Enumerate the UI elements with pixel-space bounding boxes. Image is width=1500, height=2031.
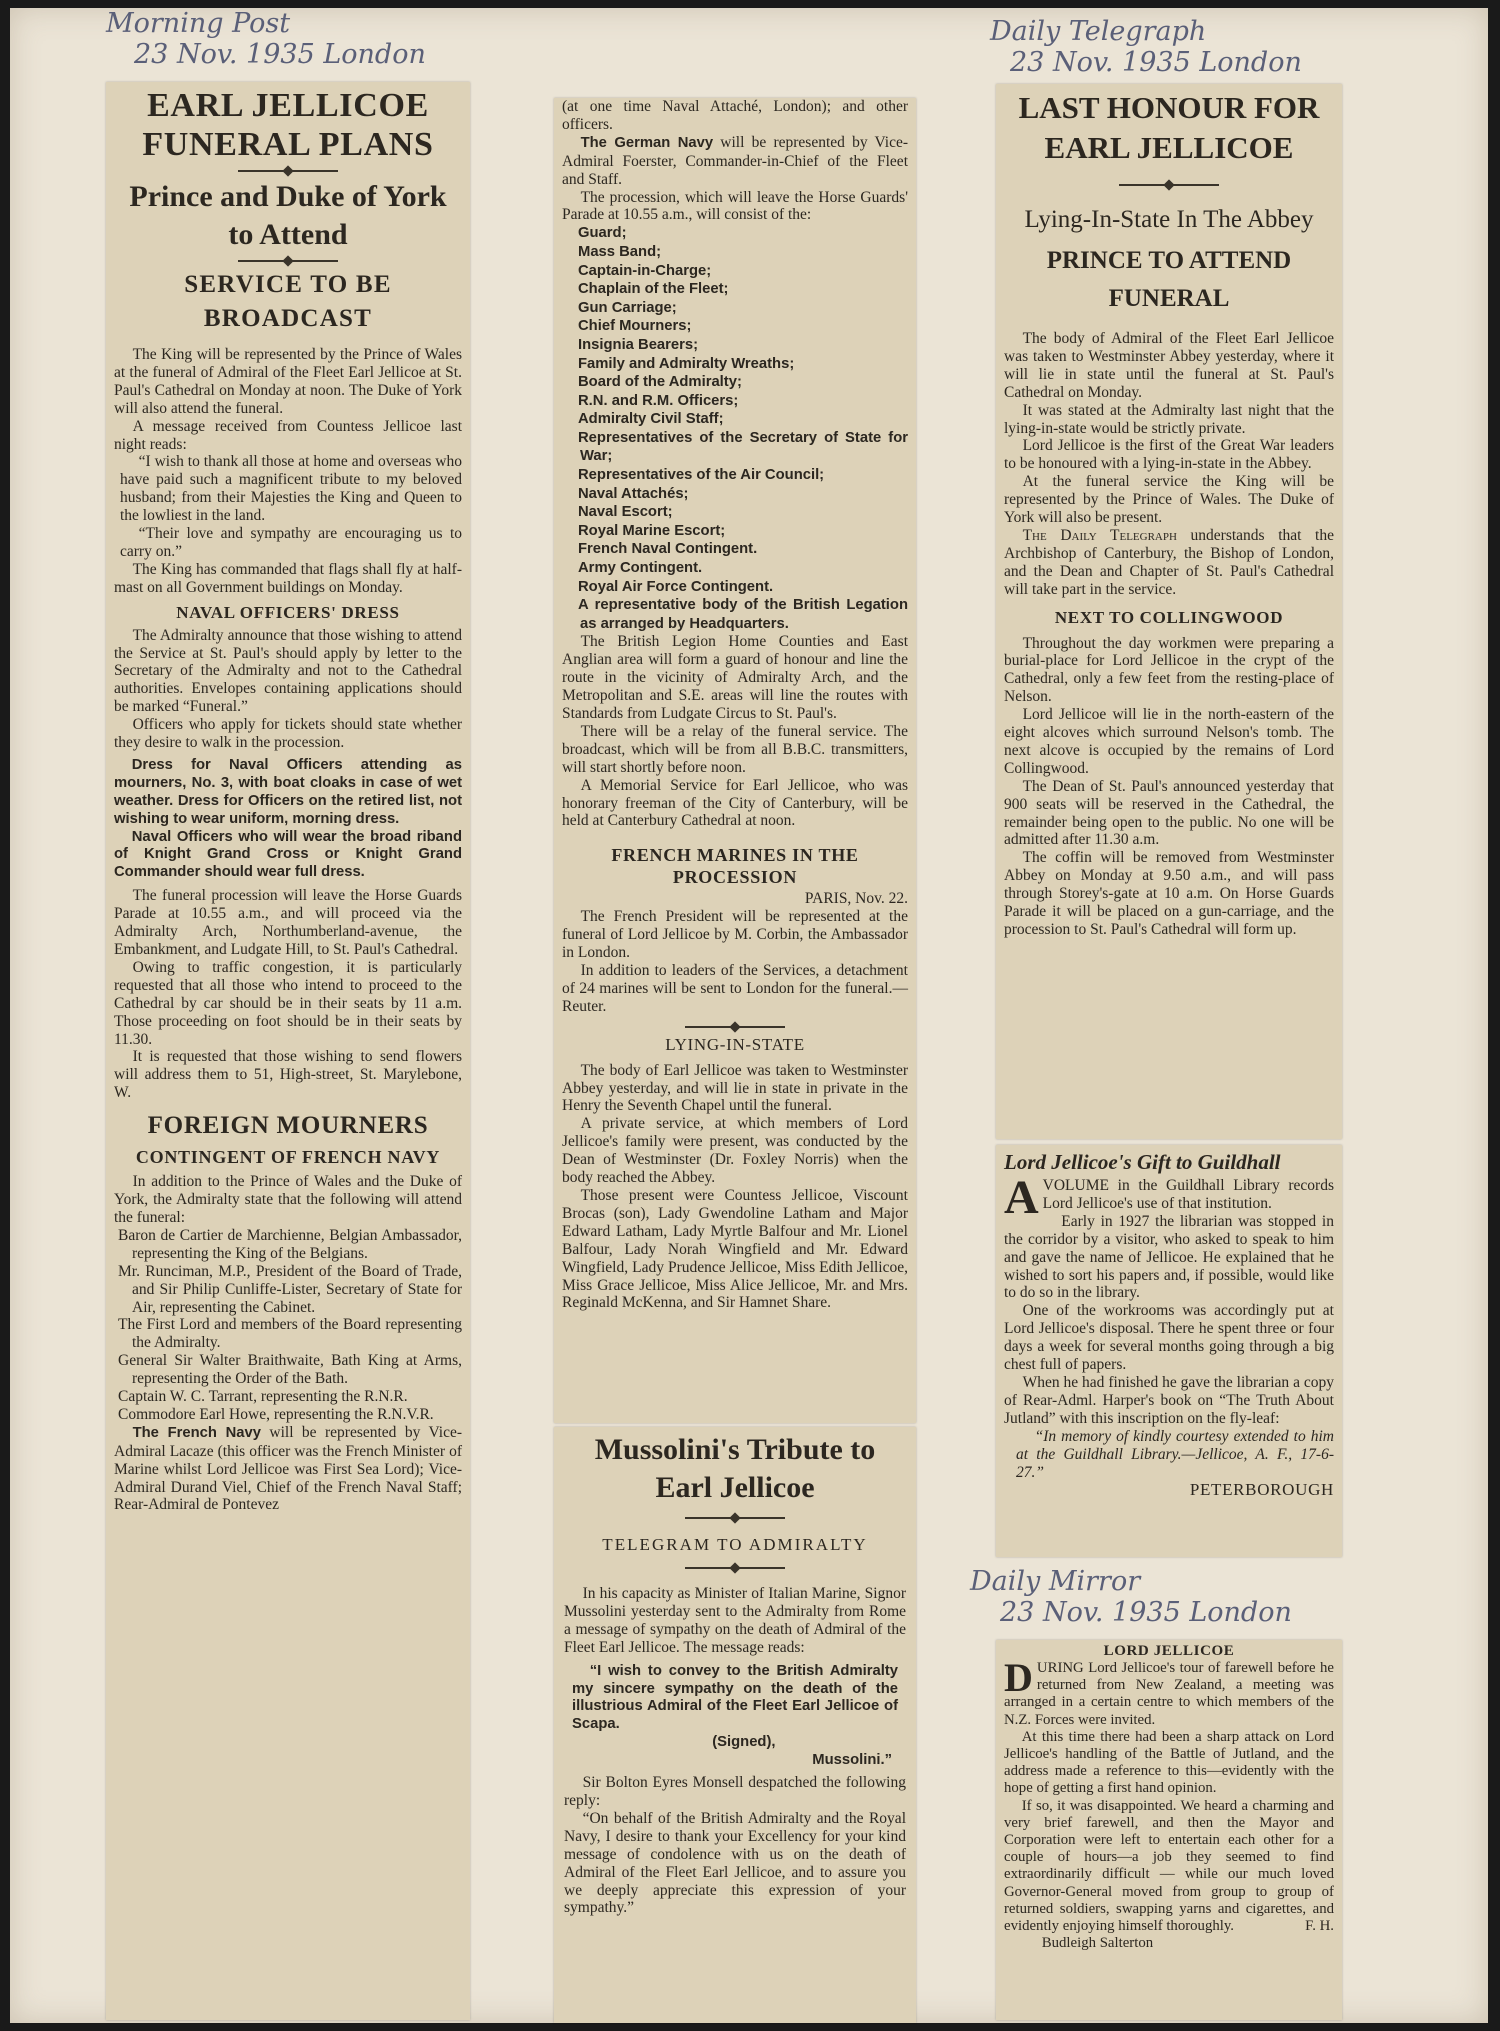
article-body [564,1585,906,1917]
divider [238,260,338,262]
quote: “I wish to thank all those at home and overseas who have paid such a magnificent tribute to my beloved husband; from their Majesties the King and Queen to the lowliest in the land. [120,453,462,525]
paragraph [1004,1171,1334,1224]
list-item: Army Contingent. [578,560,703,577]
list-item: Guard; [578,225,627,242]
place-name: Budleigh Salterton [1041,1935,1154,1952]
annotation-line: Daily Telegraph [990,16,1207,47]
newspaper-name: The Daily Telegraph [1022,526,1177,544]
clipping-guildhall-gift [996,1145,1342,1557]
bold-quote: (Signed), [712,1734,776,1751]
paragraph: A private service, at which members of Lord Jellicoe's family were present, was conducted by the Dean of Westminster (Dr. Foxley Norris) when the body reached the Abbey. [562,1115,908,1187]
paragraph-text: will be represented by Vice-Admiral Foerster, Commander-in-Chief of the Fleet and Staff. [562,133,909,188]
paragraph: It was stated at the Admiralty last night that the lying-in-state would be strictly private. [1004,401,1334,437]
scrapbook-page [10,8,1488,2023]
list-item: Representatives of the Air Council; [578,467,825,484]
headline: Lord Jellicoe's Gift to Guildhall [1004,1150,1281,1174]
list-item: Naval Escort; [578,504,673,521]
list-item: French Naval Contingent. [578,541,758,558]
article-body [1004,1171,1334,1500]
paragraph: The Admiralty announce that those wishing to attend the Service at St. Paul's should apply by letter to the Secretary of the Admiralty and not to the Cathedral authorities. Envelopes containing applications should be marked “Funeral.” [114,626,462,716]
paragraph: The French President will be represented at the funeral of Lord Jellicoe by M. Corbin, the Ambassador in London. [562,908,908,962]
paragraph: “On behalf of the British Admiralty and the Royal Navy, I desire to thank your Excellency for your kind message of condolence with us on the death of Admiral of the Fleet Earl Jellicoe, and to assure you we deeply appreciate this expression of your sympathy.” [564,1809,906,1917]
paragraph: If so, it was disappointed. We heard a charming and very brief farewell, and then the Mayor and Corporation were left to entertain each other for a couple of hours—a job they seemed to find extraordinarily difficult — while our much loved Governor-General moved from group to group of returned soldiers, swapping yarns and cigarettes, and evidently enjoying himself thoroughly. [1004,1797,1334,1935]
paragraph: The body of Admiral of the Fleet Earl Jellicoe was taken to Westminster Abbey yesterday, where it will lie in state until the funeral at St. Paul's Cathedral on Monday. [1004,330,1334,401]
list-item: Royal Marine Escort; [578,522,726,539]
paragraph: The Dean of St. Paul's announced yesterday that 900 seats will be reserved in the Cathedral, the remainder being open to the public. No one will be admitted after 11.30 a.m. [1004,777,1334,849]
section-heading: FRENCH MARINES IN THE PROCESSION [611,845,859,888]
drop-cap: D [1004,1655,1033,1700]
clipping-last-honour [996,84,1342,1139]
drop-cap: A [1004,1171,1039,1224]
list-item: Insignia Bearers; [578,336,699,353]
list-item: Naval Attachés; [578,485,689,502]
subheadline-broadcast: SERVICE TO BE BROADCAST [184,271,392,332]
paragraph [1004,1655,1334,1729]
headline: EARL JELLICOE FUNERAL PLANS [142,87,434,163]
list-item: Board of the Admiralty; [578,374,742,391]
list-item: Mr. Runciman, M.P., President of the Board of Trade, and Sir Philip Cunliffe-Lister, Secretary of State for Air, representing the Cabinet. [118,1262,462,1316]
paragraph-text: VOLUME in the Guildhall Library records Lord Jellicoe's use of that institution. [1042,1177,1334,1212]
divider [238,170,338,172]
bold-lead: The German Navy [580,134,714,151]
paragraph: At the funeral service the King will be represented by the Prince of Wales. The Duke of York will also be present. [1004,473,1334,527]
paragraph: Officers who apply for tickets should state whether they desire to walk in the procession. [114,716,462,752]
list-item: R.N. and R.M. Officers; [578,392,739,409]
paragraph: At this time there had been a sharp attack on Lord Jellicoe's handling of the Battle of Jutland, and the address made a reference to this—evidently with the hope of getting a first hand opinion. [1004,1728,1334,1797]
paragraph-text: will be represented by Vice-Admiral Lacaze (this officer was the French Minister of Marine whilst Lord Jellicoe was First Sea Lord); Vice-Admiral Durand Viel, Chief of the French Naval Staff; Rear-Admiral de Pontevez [114,1423,462,1514]
section-heading: NAVAL OFFICERS' DRESS [176,602,400,622]
annotation-line: Daily Mirror [970,1566,1141,1597]
byline: PETERBOROUGH [1189,1480,1334,1500]
paragraph: When he had finished he gave the librarian a copy of Rear-Adml. Harper's book on “The Truth About Jutland” with this inscription on the fly-leaf: [1004,1373,1334,1427]
paragraph: The King has commanded that flags shall fly at half-mast on all Government buildings on Monday. [114,560,462,596]
paragraph: The British Legion Home Counties and East Anglian area will form a guard of honour and line the route in the vicinity of Admiralty Arch, and the Metropolitan and S.E. areas will line the routes with Standards from Ludgate Circus to St. Paul's. [562,633,908,723]
clipping-procession [554,98,916,1423]
subheadline: Prince and Duke of York to Attend [129,180,447,251]
list-item: Commodore Earl Howe, representing the R.N.V.R. [118,1405,434,1423]
paragraph: A Memorial Service for Earl Jellicoe, who was honorary freeman of the City of Canterbury, will be held at Canterbury Cathedral at noon. [562,776,908,830]
paragraph: Lord Jellicoe is the first of the Great War leaders to be honoured with a lying-in-state in the Abbey. [1004,437,1334,473]
paragraph [562,134,908,189]
paragraph: Sir Bolton Eyres Monsell despatched the following reply: [564,1774,906,1809]
paragraph-text: understands that the Archbishop of Canterbury, the Bishop of London, and the Dean and Chapter of St. Paul's Cathedral will take part in the service. [1004,526,1334,598]
annotation-line: Morning Post [106,8,291,39]
paragraph: Early in 1927 the librarian was stopped in the corridor by a visitor, who asked to speak to him and gave the name of Jellicoe. He explained that he wished to sort his papers and, if possible, would like to do so in the library. [1004,1212,1334,1302]
list-item: Representatives of the Secretary of State for War; [578,429,908,465]
list-item: Gun Carriage; [578,299,677,316]
paragraph: The funeral procession will leave the Horse Guards Parade at 10.55 a.m., and will proceed via the Admiralty Arch, Northumberland-avenue, the Embankment, and Ludgate Hill, to St. Paul's Cathedral. [114,887,462,958]
bold-paragraph: Dress for Naval Officers attending as mourners, No. 3, with boat cloaks in case of wet weather. Dress for Officers on the retired list, not wishing to wear uniform, morning dress. [114,756,462,827]
article-body [562,98,908,1312]
subheadline: TELEGRAM TO ADMIRALTY [602,1535,868,1554]
list-item: Captain-in-Charge; [578,262,712,279]
list-item: Mass Band; [578,243,662,260]
signature: F. H. [1305,1918,1334,1935]
list-item: Chief Mourners; [578,318,692,335]
paragraph: The body of Earl Jellicoe was taken to Westminster Abbey yesterday, and will lie in state in private in the Henry the Seventh Chapel until the funeral. [562,1061,908,1115]
list-item: Captain W. C. Tarrant, representing the R.N.R. [118,1388,408,1406]
procession-list [562,224,908,633]
clipping-funeral-plans [106,82,470,2020]
annotation-line: 23 Nov. 1935 London [1000,1597,1292,1628]
dateline: PARIS, Nov. 22. [804,890,908,908]
paragraph: Owing to traffic congestion, it is particularly requested that all those who intend to proceed to the Cathedral by car should be in their seats by 11 a.m. Those proceeding on foot should be in their seats by 11.30. [114,958,462,1048]
section-heading: CONTINGENT OF FRENCH NAVY [135,1147,441,1168]
paragraph: (at one time Naval Attaché, London); and other officers. [562,98,908,133]
divider [685,1026,785,1028]
paragraph: A message received from Countess Jellicoe last night reads: [114,417,462,453]
list-item: Family and Admiralty Wreaths; [578,355,795,372]
inscription: “In memory of kindly courtesy extended to him at the Guildhall Library.—Jellicoe, A. F., 17-6-27.” [1016,1427,1334,1481]
quote: “Their love and sympathy are encouraging us to carry on.” [120,525,462,560]
paragraph: In his capacity as Minister of Italian Marine, Signor Mussolini yesterday sent to the Admiralty from Rome a message of sympathy on the death of Admiral of the Fleet Earl Jellicoe. The message reads: [564,1585,906,1656]
paragraph: It is requested that those wishing to send flowers will address them to 51, High-street, St. Marylebone, W. [114,1048,462,1102]
handwritten-source-morning-post [106,8,426,70]
bold-quote: “I wish to convey to the British Admiralty my sincere sympathy on the death of the illustrious Admiral of the Fleet Earl Jellicoe of Scapa. [572,1662,898,1733]
list-item: Admiralty Civil Staff; [578,411,724,428]
list-item: The First Lord and members of the Board representing the Admiralty. [118,1316,462,1352]
paragraph-text: URING Lord Jellicoe's tour of farewell before he returned from New Zealand, a meeting was arranged in a certain centre to which members of the N.Z. Forces were invited. [1004,1660,1334,1728]
annotation-line: 23 Nov. 1935 London [1010,47,1302,78]
headline: Mussolini's Tribute to Earl Jellicoe [594,1433,876,1504]
headline: LAST HONOUR FOR EARL JELLICOE [1018,90,1320,165]
subheadline: Lying-In-State In The Abbey [1024,206,1314,233]
paragraph: In addition to leaders of the Services, a detachment of 24 marines will be sent to London for the funeral.—Reuter. [562,962,908,1015]
article-body [1004,330,1334,939]
section-headline: PRINCE TO ATTEND FUNERAL [1046,247,1292,312]
divider [685,1517,785,1519]
section-heading: LYING-IN-STATE [665,1034,805,1054]
paragraph: One of the workrooms was accordingly put at Lord Jellicoe's disposal. There he spent three or four days a week for several months going through a big chest full of papers. [1004,1302,1334,1374]
annotation-line: 23 Nov. 1935 London [134,39,426,70]
bold-lead: The French Navy [132,1424,261,1441]
paragraph: The King will be represented by the Prince of Wales at the funeral of Admiral of the Fleet Earl Jellicoe at St. Paul's Cathedral on Monday at noon. The Duke of York will also attend the funeral. [114,346,462,417]
mourners-list [114,1227,462,1424]
bold-quote: Mussolini.” [812,1752,892,1769]
list-item: Royal Air Force Contingent. [578,578,774,595]
clipping-lord-jellicoe-letter [996,1640,1342,2020]
paragraph: There will be a relay of the funeral service. The broadcast, which will be from all B.B.C. transmitters, will start shortly before noon. [562,722,908,776]
paragraph [1004,527,1334,599]
paragraph: Throughout the day workmen were preparing a burial-place for Lord Jellicoe in the crypt of the Cathedral, only a few feet from the resting-place of Nelson. [1004,634,1334,706]
list-item: A representative body of the British Legation as arranged by Headquarters. [578,597,908,632]
paragraph [114,1424,462,1515]
section-headline: FOREIGN MOURNERS [147,1112,429,1140]
paragraph: In addition to the Prince of Wales and the Duke of York, the Admiralty state that the following will attend the funeral: [114,1173,462,1226]
list-item: Chaplain of the Fleet; [578,281,729,298]
headline: LORD JELLICOE [1103,1643,1235,1659]
paragraph: The procession, which will leave the Horse Guards' Parade at 10.55 a.m., will consist of the: [562,188,908,224]
handwritten-source-daily-mirror [970,1566,1292,1628]
paragraph: Lord Jellicoe will lie in the north-eastern of the eight alcoves which surround Nelson's tomb. The next alcove is occupied by the remains of Lord Collingwood. [1004,706,1334,777]
list-item: General Sir Walter Braithwaite, Bath King at Arms, representing the Order of the Bath. [118,1352,462,1388]
handwritten-source-daily-telegraph [990,16,1302,78]
clipping-mussolini-tribute [554,1427,916,2023]
article-body [1004,1655,1334,1953]
divider [1119,184,1219,186]
bold-paragraph: Naval Officers who will wear the broad riband of Knight Grand Cross or Knight Grand Commander should wear full dress. [114,828,462,881]
paragraph: The coffin will be removed from Westminster Abbey on Monday at 9.50 a.m., and will pass through Storey's-gate at 10 a.m. On Horse Guards Parade it will be placed on a gun-carriage, and the procession to St. Paul's Cathedral will form up. [1004,849,1334,938]
divider [685,1567,785,1569]
list-item: Baron de Cartier de Marchienne, Belgian Ambassador, representing the King of the Belgians. [118,1226,462,1262]
section-heading: NEXT TO COLLINGWOOD [1054,607,1284,627]
article-body [114,346,462,1514]
paragraph: Those present were Countess Jellicoe, Viscount Brocas (son), Lady Gwendoline Latham and Major Edward Latham, Lady Myrtle Balfour and Mr. Lionel Balfour, Lady Norah Wingfield and Mr. Edward Wingfield, Lady Prudence Jellicoe, Miss Edith Jellicoe, Miss Grace Jellicoe, Miss Alice Jellicoe, Mr. and Mrs. Reginald McKenna, and Sir Hamnet Share. [562,1186,908,1312]
